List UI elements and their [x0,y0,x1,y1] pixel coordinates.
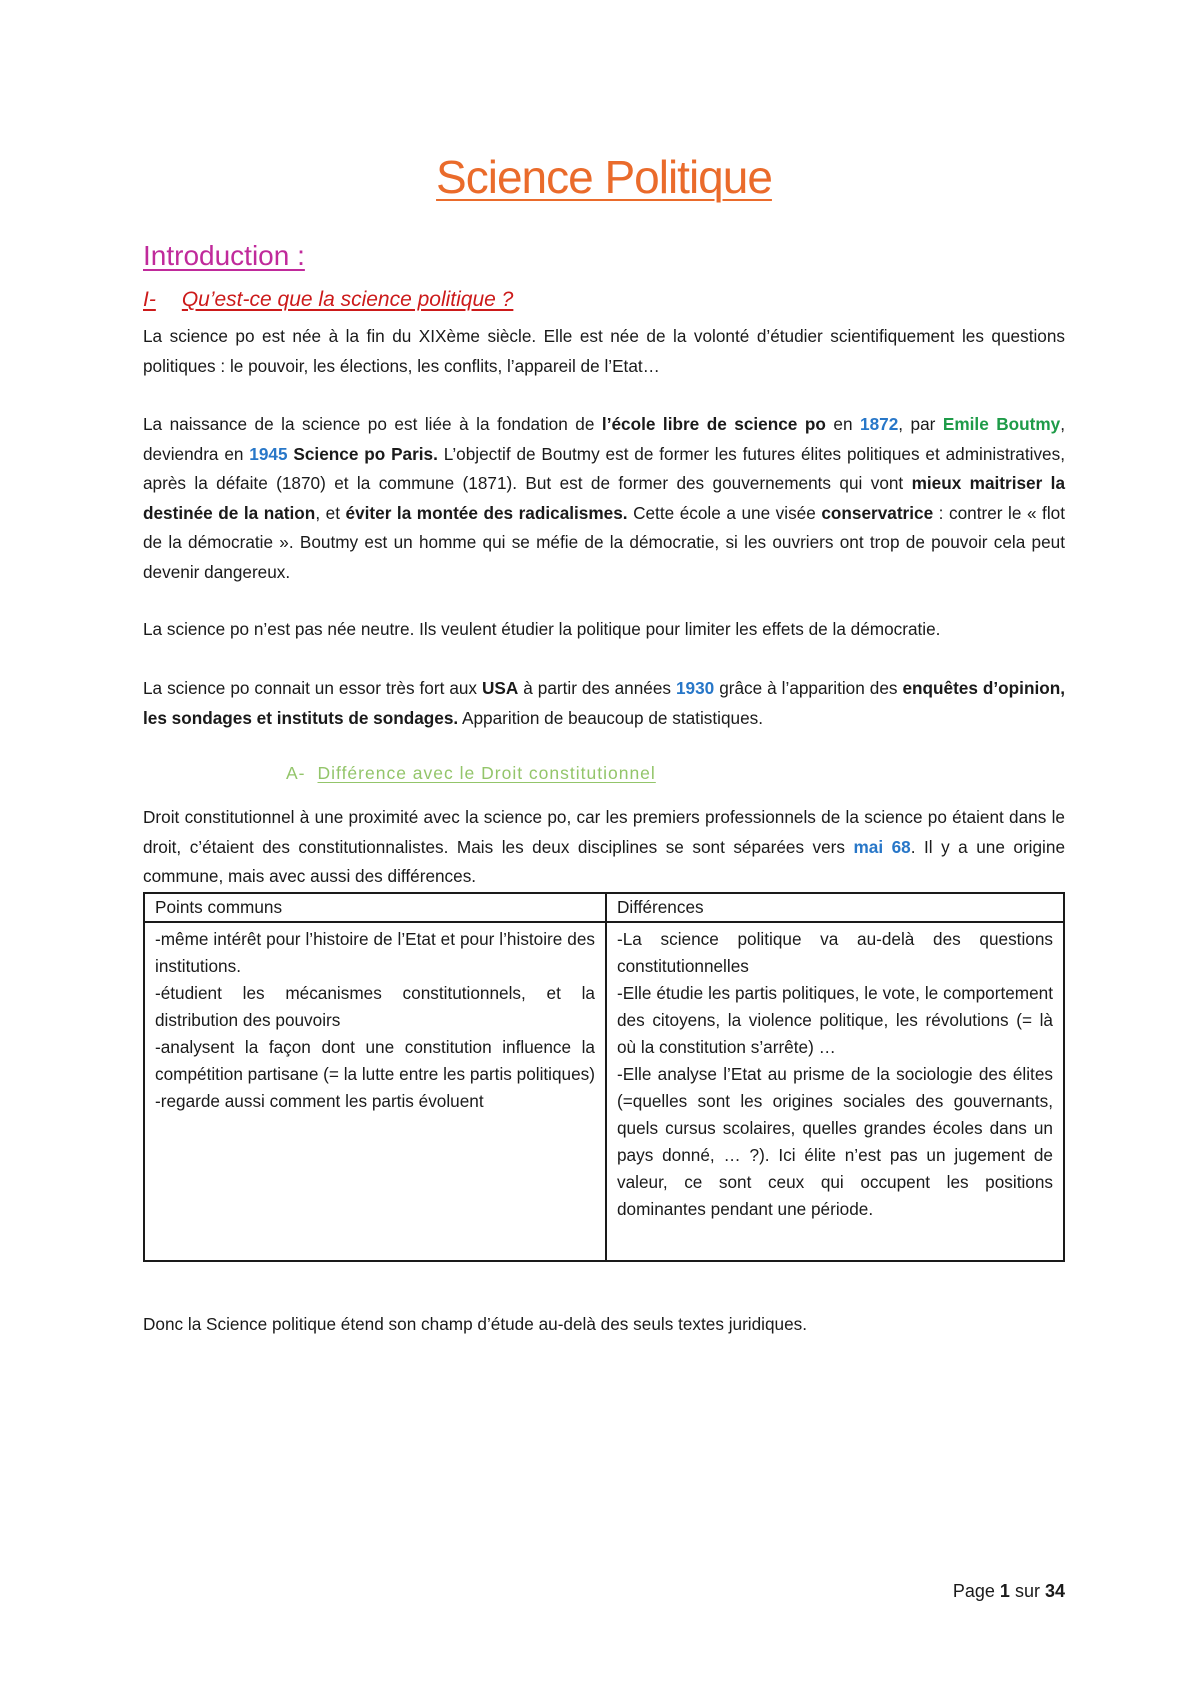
page-footer: Page 1 sur 34 [952,1581,1065,1601]
emile-boutmy: Emile Boutmy [942,414,1061,434]
intro-heading: Introduction : [143,240,305,271]
page-total: 34 [1044,1581,1065,1601]
table-header-cell: Points communs [144,893,606,922]
year-1872: 1872 [860,414,899,434]
paragraph-3: La science po n’est pas née neutre. Ils veulent étudier la politique pour limiter les effets de la démocratie. [143,619,941,639]
science-po-paris: Science po Paris. [293,443,438,464]
destinee-bold: mieux maitriser la destinée de la nation [143,473,1066,523]
ecole-libre-bold: l’école libre de science po [601,414,826,434]
subsection-a-heading [286,763,656,784]
cell-item: -La science politique va au-delà des questions constitutionnelles [617,929,1053,976]
cell-item: -Elle étudie les partis politiques, le vote, le comportement des citoyens, la violence politique, les révolutions (= là où la constitution s’arrête) … [617,983,1053,1057]
cell-item: -même intérêt pour l’histoire de l’Etat et pour l’histoire des institutions. [155,929,595,976]
paragraph-2: La naissance de la science po est liée à la fondation de l’école libre de science po en 1872, par Emile Boutmy, deviendra en 1945 Science po Paris. L’objectif de Boutmy est de former les futures élites politiques et administratives, après la défaite (1870) et la commune (1871). But est de former des gouvernements qui vont mieux maitriser la destinée de la nation, et éviter la montée des radicalismes. Cette école a une visée conservatrice : contrer le « flot de la démocratie ». Boutmy est un homme qui se méfie de la démocratie, si les ouvriers ont trop de pouvoir cela peut devenir dangereux. [143,414,1066,582]
paragraph-6: Donc la Science politique étend son champ d’étude au-delà des seuls textes juridiques. [143,1314,808,1334]
year-1945: 1945 [249,443,288,464]
table-header-cell: Différences [606,893,1064,922]
document-title: Science Politique [436,151,772,203]
cell-item: -étudient les mécanismes constitutionnels, et la distribution des pouvoirs [155,983,595,1030]
usa-bold: USA [482,678,519,698]
subsection-number: A- [286,763,306,783]
comparison-table [143,892,1065,1262]
cell-item: -analysent la façon dont une constitution influence la compétition partisane (= la lutte entre les partis politiques) -regarde aussi comment les partis évoluent [155,1037,595,1111]
page-number: 1 [999,1581,1010,1601]
mai-68: mai 68 [853,836,911,857]
table-header-row [144,893,1064,922]
section-heading-1 [143,288,513,312]
points-communs-cell [144,922,606,1261]
differences-cell [606,922,1064,1261]
subsection-title: Différence avec le Droit constitutionnel [317,763,656,783]
paragraph-4: La science po connait un essor très fort aux USA à partir des années 1930 grâce à l’apparition des enquêtes d’opinion, les sondages et instituts de sondages. Apparition de beaucoup de statistiques. [143,678,1065,728]
document-page [143,0,1065,1696]
paragraph-1: La science po est née à la fin du XIXème siècle. Elle est née de la volonté d’étudier scientifiquement les questions politiques : le pouvoir, les élections, les conflits, l’appareil de l’Etat… [143,326,1065,376]
paragraph-5: Droit constitutionnel à une proximité avec la science po, car les premiers professionnels de la science po étaient dans le droit, c’étaient des constitutionnalistes. Mais les deux disciplines se sont séparées vers mai 68. Il y a une origine commune, mais avec aussi des différences. [143,807,1065,886]
radicalismes-bold: éviter la montée des radicalismes. [345,502,628,523]
section-title: Qu’est-ce que la science politique ? [181,288,514,311]
table-row [144,922,1064,1261]
enquetes-bold: enquêtes d’opinion, les sondages et instituts de sondages. [143,678,1065,728]
section-number: I- [143,288,156,311]
year-1930: 1930 [675,678,715,698]
cell-item: -Elle analyse l’Etat au prisme de la sociologie des élites (=quelles sont les origines sociales des gouvernants, quels cursus scolaires, quelles grandes écoles dans un pays donné, … ?). Ici élite n’est pas un jugement de valeur, ce sont ceux qui occupent les positions dominantes pendant une période. [617,1064,1053,1219]
conservatrice-bold: conservatrice [821,502,934,523]
